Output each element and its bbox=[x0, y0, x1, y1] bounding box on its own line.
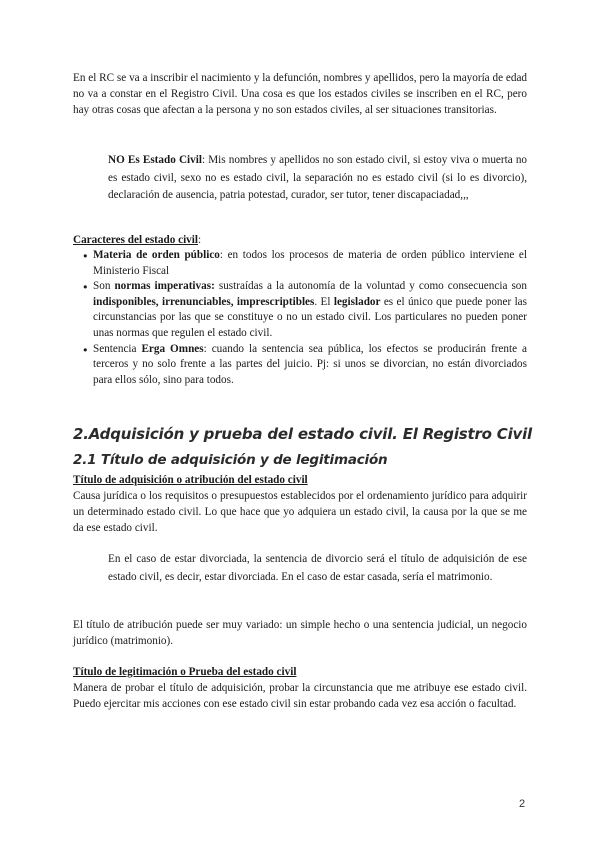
titulo-adquisicion-heading: Título de adquisición o atribución del estado civil bbox=[73, 474, 308, 486]
list-item-text: . El bbox=[314, 295, 334, 308]
intro-paragraph: En el RC se va a inscribir el nacimiento y la defunción, nombres y apellidos, pero la mayoría de edad no va a constar en el Registro Civil. Una cosa es que los estados civiles se inscriben en el RC, pero hay otras cosas que afectan a la persona y no son estados civiles, al ser situaciones transitorias. bbox=[73, 72, 527, 116]
list-item-bold: indisponibles, irrenunciables, imprescriptibles bbox=[93, 295, 315, 308]
list-item-pre: Sentencia bbox=[93, 342, 142, 355]
list-item-text: : cuando la sentencia sea pública, los efectos se producirán frente a terceros y no solo frente a las partes del juicio. Pj: si unos se divorcian, no están divorciados para ellos sólo, sino para todos. bbox=[93, 342, 527, 386]
titulo-adquisicion-paragraph: Causa jurídica o los requisitos o presupuestos establecidos por el ordenamiento jurídico para adquirir un determinado estado civil. Lo que hace que yo adquiera un estado civil, la causa por la que se me da ese estado civil. bbox=[73, 490, 527, 534]
titulo-adquisicion-example: En el caso de estar divorciada, la sentencia de divorcio será el título de adquisición de ese estado civil, es decir, estar divorciada. En el caso de estar casada, sería el matrimonio. bbox=[108, 553, 527, 583]
caracteres-colon: : bbox=[198, 234, 202, 246]
titulo-atribucion-variado: El título de atribución puede ser muy variado: un simple hecho o una sentencia judicial, un negocio jurídico (matrimonio). bbox=[73, 619, 527, 647]
no-estado-civil-paragraph bbox=[108, 152, 527, 205]
list-item bbox=[73, 342, 527, 389]
list-item bbox=[73, 248, 527, 279]
section-2-1-subtitle: 2.1 Título de adquisición y de legitimación bbox=[73, 452, 388, 468]
caracteres-heading-line bbox=[73, 232, 527, 248]
list-item-label: Materia de orden público bbox=[93, 249, 220, 261]
caracteres-heading: Caracteres del estado civil bbox=[73, 234, 198, 246]
list-item-text: es el único que puede poner las circunstancias por las que se constituye o no un estado civil. Los particulares no pueden poner unas normas que regulen el estado civil. bbox=[93, 295, 528, 339]
list-item-label: Erga Omnes bbox=[141, 342, 204, 355]
no-estado-civil-text: : Mis nombres y apellidos no son estado civil, si estoy viva o muerta no es estado civil, sexo no es estado civil, la separación no es estado civil (si lo es divorcio), declaración de ausencia, patria potestad, curador, ser tutor, tener discapaciadad,,, bbox=[108, 154, 528, 201]
caracteres-list bbox=[73, 248, 527, 388]
page-number: 2 bbox=[519, 798, 526, 810]
list-item-bold: legislador bbox=[333, 295, 381, 308]
no-estado-civil-label: NO Es Estado Civil bbox=[108, 154, 202, 166]
list-item-text: : en todos los procesos de materia de orden público interviene el Ministerio Fiscal bbox=[93, 249, 527, 277]
list-item-text: sustraídas a la autonomía de la voluntad y como consecuencia son bbox=[214, 280, 527, 293]
titulo-legitimacion-heading: Título de legitimación o Prueba del estado civil bbox=[73, 666, 297, 678]
list-item bbox=[73, 279, 527, 341]
list-item-pre: Son bbox=[93, 280, 115, 293]
section-2-title: 2.Adquisición y prueba del estado civil. El Registro Civil bbox=[73, 425, 533, 443]
list-item-label: normas imperativas: bbox=[114, 280, 215, 293]
titulo-legitimacion-paragraph: Manera de probar el título de adquisición, probar la circunstancia que me atribuye ese estado civil. Puedo ejercitar mis acciones con ese estado civil sin estar probando cada vez esa acción o facultad. bbox=[73, 682, 527, 710]
